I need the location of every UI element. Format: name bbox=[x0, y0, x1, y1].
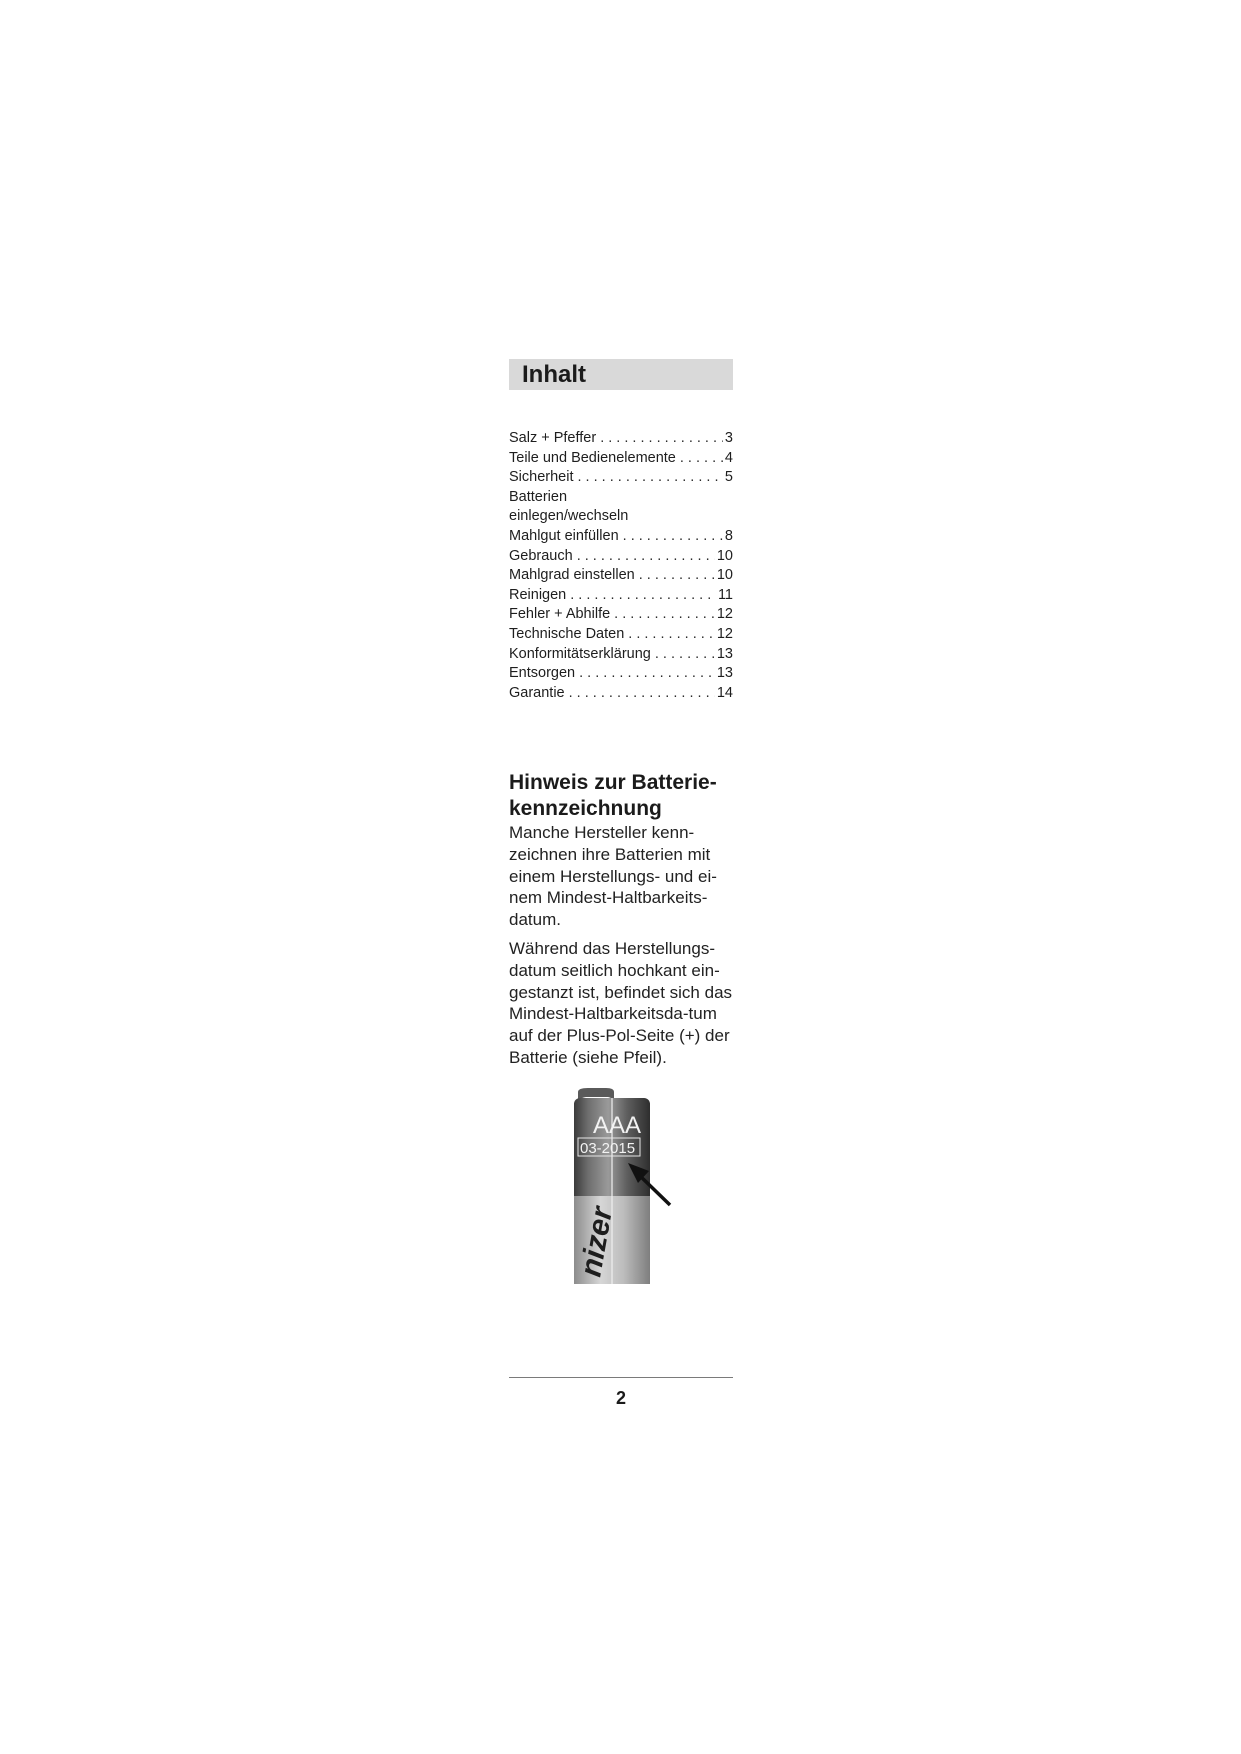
contents-heading-bar bbox=[509, 359, 733, 390]
toc-entry-label: Gebrauch bbox=[509, 547, 573, 564]
toc-leader-dots bbox=[676, 449, 723, 469]
contents-heading: Inhalt bbox=[522, 361, 586, 388]
toc-entry[interactable] bbox=[509, 488, 733, 527]
toc-entry-label: Fehler + Abhilfe bbox=[509, 606, 611, 623]
page-number: 2 bbox=[615, 1388, 626, 1408]
toc-entry-page: 11 bbox=[717, 586, 733, 603]
toc-leader-dots bbox=[575, 664, 715, 684]
toc-entry-page: 14 bbox=[716, 684, 733, 701]
toc-entry-label: Konformitätserklärung bbox=[509, 645, 651, 662]
toc-leader-dots bbox=[596, 429, 723, 449]
battery-hint-paragraph-2: Während das Herstellungs-datum seitlich hochkant ein-gestanzt ist, befindet sich das Mindest-Haltbarkeitsda-tum auf der Plus-Pol-Seite (+) der Batterie (siehe Pfeil). bbox=[509, 939, 733, 1067]
toc-entry-label: Salz + Pfeffer bbox=[509, 430, 597, 446]
toc-entry-page: 12 bbox=[716, 606, 733, 623]
toc-entry-label-line1: Batterien bbox=[509, 488, 568, 505]
toc-entry-page: 4 bbox=[724, 449, 733, 466]
toc-entry-page: 10 bbox=[716, 547, 733, 564]
toc-entry-label: Teile und Bedienelemente bbox=[509, 449, 676, 466]
toc-leader-dots bbox=[610, 605, 715, 625]
toc-leader-dots bbox=[651, 645, 715, 665]
toc-leader-dots bbox=[635, 566, 715, 586]
toc-entry-label: Reinigen bbox=[509, 586, 567, 603]
table-of-contents bbox=[509, 429, 733, 703]
toc-entry-page: 5 bbox=[724, 469, 733, 486]
toc-entry[interactable] bbox=[509, 468, 733, 488]
toc-entry-label: Entsorgen bbox=[509, 665, 576, 682]
toc-leader-dots bbox=[565, 684, 715, 704]
toc-leader-dots bbox=[573, 468, 722, 488]
toc-entry-label: Technische Daten bbox=[509, 625, 625, 642]
toc-entry[interactable] bbox=[509, 645, 733, 665]
toc-entry[interactable] bbox=[509, 527, 733, 547]
toc-entry[interactable] bbox=[509, 605, 733, 625]
toc-leader-dots bbox=[624, 625, 715, 645]
toc-entry[interactable] bbox=[509, 547, 733, 567]
battery-photo bbox=[556, 1086, 704, 1284]
battery-date-text: 03-2015 bbox=[580, 1140, 636, 1157]
toc-entry-label: Sicherheit bbox=[509, 469, 574, 486]
toc-entry-page: 13 bbox=[716, 665, 733, 682]
battery-hint-title: Hinweis zur Batterie-kennzeichnung bbox=[509, 771, 717, 820]
toc-entry-label: Mahlgrad einstellen bbox=[509, 567, 635, 584]
toc-entry-page: 8 bbox=[724, 527, 733, 544]
toc-entry[interactable] bbox=[509, 586, 733, 606]
toc-leader-dots bbox=[573, 547, 715, 567]
toc-entry[interactable] bbox=[509, 684, 733, 704]
toc-leader-dots bbox=[619, 527, 723, 547]
toc-entry[interactable] bbox=[509, 449, 733, 469]
toc-entry-page: 10 bbox=[716, 567, 733, 584]
toc-entry[interactable] bbox=[509, 566, 733, 586]
battery-hint-paragraph-1: Manche Hersteller kenn-zeichnen ihre Batterien mit einem Herstellungs- und ei-nem Mindest-Haltbarkeits-datum. bbox=[509, 823, 717, 930]
toc-entry[interactable] bbox=[509, 664, 733, 684]
toc-entry-page: 12 bbox=[716, 625, 733, 642]
toc-entry-page: 3 bbox=[724, 430, 733, 446]
battery-brand-text: nizer bbox=[574, 1204, 620, 1280]
battery-size-text: AAA bbox=[593, 1112, 642, 1139]
footer-divider bbox=[509, 1377, 733, 1378]
toc-leader-dots bbox=[566, 586, 716, 606]
toc-entry-label: Mahlgut einfüllen bbox=[509, 527, 619, 544]
toc-entry-page: 13 bbox=[716, 645, 733, 662]
toc-entry[interactable] bbox=[509, 625, 733, 645]
toc-entry[interactable] bbox=[509, 429, 733, 449]
toc-entry-label: Garantie bbox=[509, 684, 565, 701]
toc-entry-label: einlegen/wechseln bbox=[509, 508, 629, 525]
